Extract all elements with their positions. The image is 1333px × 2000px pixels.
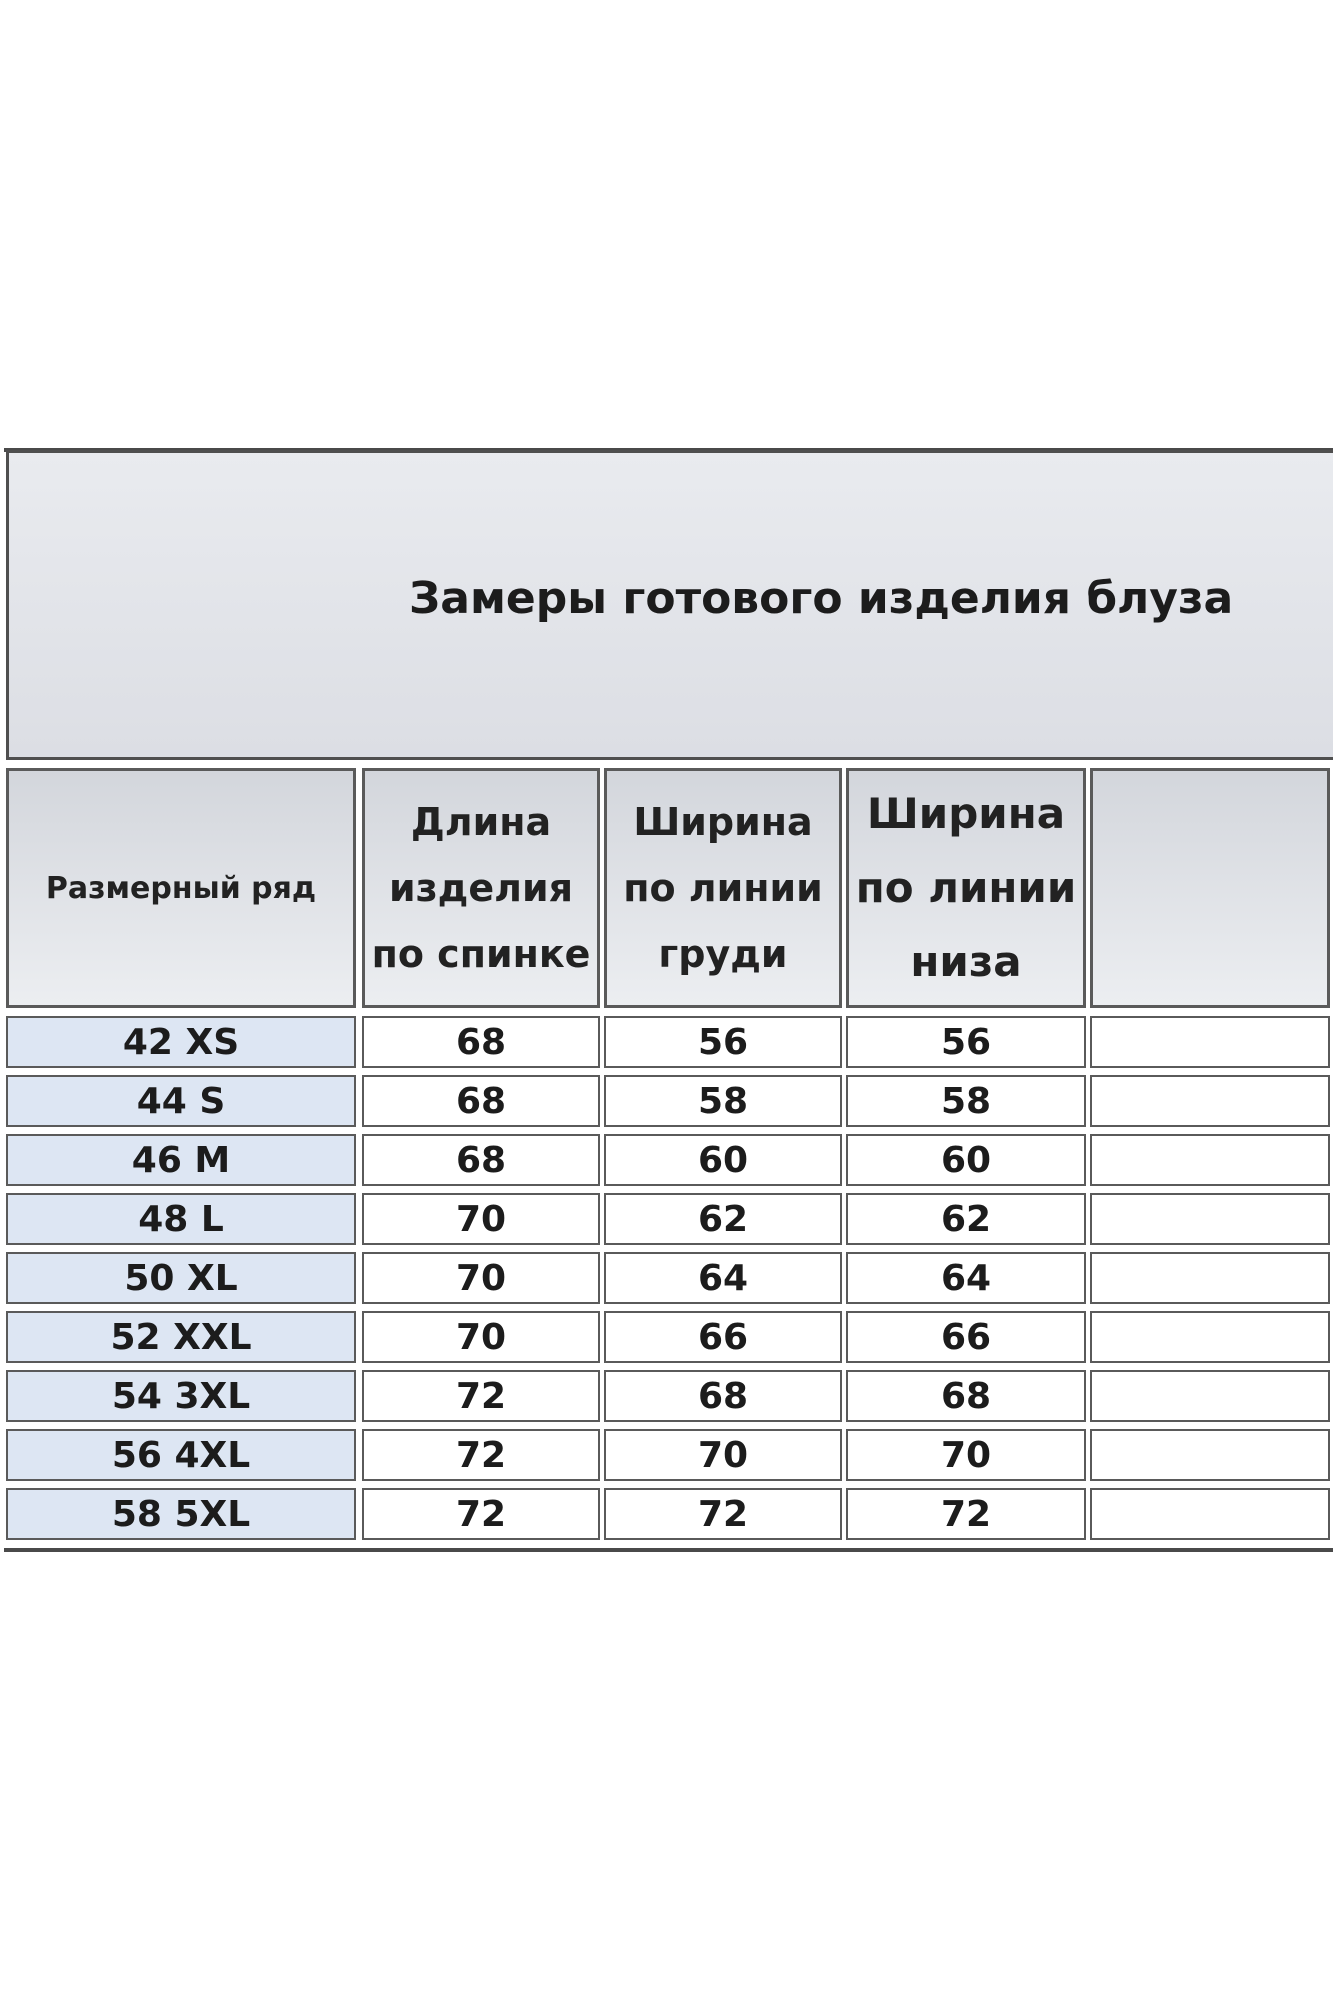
cell-hem: 60 [846, 1134, 1086, 1186]
cell-size: 54 3XL [6, 1370, 356, 1422]
size-chart-table [4, 448, 1333, 1552]
cell-size: 58 5XL [6, 1488, 356, 1540]
cell-hem: 72 [846, 1488, 1086, 1540]
cell-hem: 58 [846, 1075, 1086, 1127]
cell-length: 70 [362, 1252, 600, 1304]
cell-length: 72 [362, 1429, 600, 1481]
cell-chest: 62 [604, 1193, 842, 1245]
cell-size: 56 4XL [6, 1429, 356, 1481]
header-chest-width [604, 768, 842, 1008]
header-garment-length [362, 768, 600, 1008]
header-hem-width [846, 768, 1086, 1008]
cell-chest: 56 [604, 1016, 842, 1068]
table-title-cell [6, 450, 1333, 760]
cell-chest: 58 [604, 1075, 842, 1127]
cell-extra [1090, 1075, 1330, 1127]
cell-size: 50 XL [6, 1252, 356, 1304]
header-empty [1090, 768, 1330, 1008]
cell-extra [1090, 1252, 1330, 1304]
cell-size: 46 M [6, 1134, 356, 1186]
cell-extra [1090, 1370, 1330, 1422]
cell-chest: 68 [604, 1370, 842, 1422]
cell-size: 42 XS [6, 1016, 356, 1068]
header-size-range [6, 768, 356, 1008]
cell-chest: 60 [604, 1134, 842, 1186]
cell-size: 44 S [6, 1075, 356, 1127]
cell-hem: 68 [846, 1370, 1086, 1422]
cell-chest: 66 [604, 1311, 842, 1363]
cell-hem: 56 [846, 1016, 1086, 1068]
cell-length: 72 [362, 1370, 600, 1422]
cell-hem: 62 [846, 1193, 1086, 1245]
cell-length: 68 [362, 1075, 600, 1127]
cell-length: 70 [362, 1311, 600, 1363]
cell-extra [1090, 1488, 1330, 1540]
cell-extra [1090, 1311, 1330, 1363]
header-garment-length-label: Длина изделия по спинке [371, 800, 591, 976]
cell-length: 68 [362, 1016, 600, 1068]
cell-extra [1090, 1016, 1330, 1068]
cell-extra [1090, 1193, 1330, 1245]
cell-length: 70 [362, 1193, 600, 1245]
cell-extra [1090, 1134, 1330, 1186]
header-hem-width-label: Ширина по линии низа [855, 789, 1077, 986]
cell-size: 52 XXL [6, 1311, 356, 1363]
cell-extra [1090, 1429, 1330, 1481]
cell-length: 68 [362, 1134, 600, 1186]
cell-hem: 70 [846, 1429, 1086, 1481]
header-size-range-label: Размерный ряд [45, 870, 317, 906]
cell-size: 48 L [6, 1193, 356, 1245]
cell-hem: 66 [846, 1311, 1086, 1363]
cell-hem: 64 [846, 1252, 1086, 1304]
cell-chest: 72 [604, 1488, 842, 1540]
cell-length: 72 [362, 1488, 600, 1540]
cell-chest: 64 [604, 1252, 842, 1304]
table-title: Замеры готового изделия блуза [409, 573, 1234, 624]
cell-chest: 70 [604, 1429, 842, 1481]
header-chest-width-label: Ширина по линии груди [623, 800, 823, 976]
table-bottom-border [4, 1548, 1333, 1552]
